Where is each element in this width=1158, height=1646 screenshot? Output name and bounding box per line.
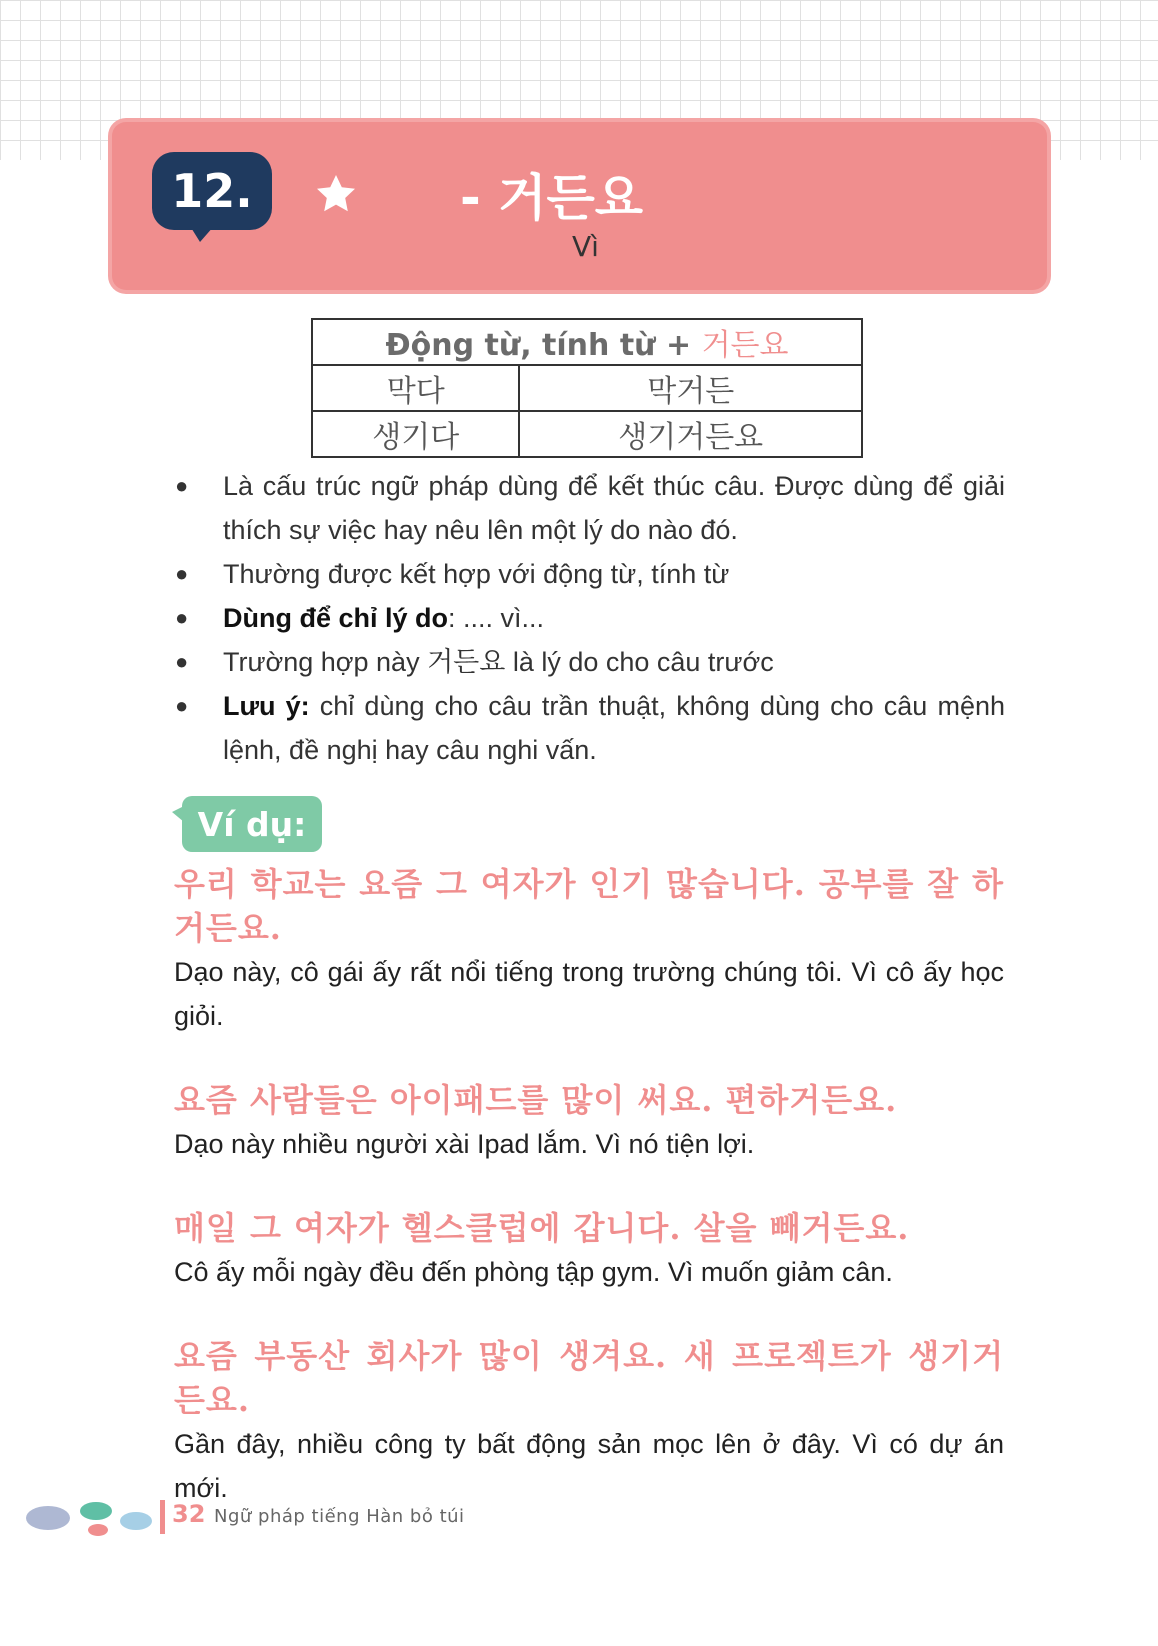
- note-item: [175, 552, 1005, 596]
- example-translation: Dạo này nhiều người xài Ipad lắm. Vì nó tiện lợi.: [174, 1129, 755, 1159]
- bullet-icon: ●: [175, 473, 189, 498]
- footer-divider: [160, 1500, 165, 1534]
- note-item: [175, 640, 1005, 684]
- formula-row: [312, 411, 862, 457]
- lesson-title: - 거든요: [460, 169, 644, 227]
- formula-head-text: Động từ, tính từ +: [385, 328, 702, 363]
- note-text: Trường hợp này 거든요 là lý do cho câu trước: [223, 647, 774, 677]
- example-item: [174, 1078, 1004, 1166]
- example-korean: 매일 그 여자가 헬스클럽에 갑니다. 살을 빼거든요.: [174, 1209, 910, 1247]
- book-title: Ngữ pháp tiếng Hàn bỏ túi: [214, 1506, 465, 1527]
- star-icon: [312, 170, 360, 218]
- formula-row: [312, 365, 862, 411]
- example-korean: 우리 학교는 요즘 그 여자가 인기 많습니다. 공부를 잘 하거든요.: [174, 865, 1004, 947]
- note-bold: Dùng để chỉ lý do: [223, 603, 449, 633]
- example-translation: Gần đây, nhiều công ty bất động sản mọc lên ở đây. Vì có dự án mới.: [174, 1429, 1004, 1503]
- page-footer: [22, 1498, 622, 1538]
- cloud-decoration-icon: [80, 1502, 112, 1520]
- formula-cell-base: 생기다: [312, 411, 519, 457]
- note-item: [175, 464, 1005, 552]
- example-translation: Dạo này, cô gái ấy rất nổi tiếng trong trường chúng tôi. Vì cô ấy học giỏi.: [174, 957, 1004, 1031]
- example-item: [174, 1334, 1004, 1510]
- lesson-subtitle: Vì: [572, 230, 599, 263]
- examples-section: [174, 862, 1004, 1550]
- note-item: [175, 596, 1005, 640]
- bullet-icon: ●: [175, 561, 189, 586]
- examples-label: Ví dụ:: [182, 796, 322, 852]
- lesson-number-badge: 12.: [152, 152, 272, 230]
- note-text: Thường được kết hợp với động từ, tính từ: [223, 559, 730, 589]
- cloud-decoration-icon: [88, 1524, 108, 1536]
- example-item: [174, 1206, 1004, 1294]
- formula-cell-base: 막다: [312, 365, 519, 411]
- page-number: 32: [172, 1500, 206, 1528]
- cloud-decoration-icon: [120, 1512, 152, 1530]
- formula-table: [311, 318, 863, 458]
- note-text: chỉ dùng cho câu trần thuật, không dùng cho câu mệnh lệnh, đề nghị hay câu nghi vấn.: [223, 691, 1005, 765]
- bullet-icon: ●: [175, 693, 189, 718]
- note-text: Là cấu trúc ngữ pháp dùng để kết thúc câu. Được dùng để giải thích sự việc hay nêu lên một lý do nào đó.: [223, 471, 1005, 545]
- example-item: [174, 862, 1004, 1038]
- bullet-icon: ●: [175, 649, 189, 674]
- example-korean: 요즘 부동산 회사가 많이 생겨요. 새 프로젝트가 생기거든요.: [174, 1337, 1004, 1419]
- example-korean: 요즘 사람들은 아이패드를 많이 써요. 편하거든요.: [174, 1081, 898, 1119]
- usage-notes: [175, 464, 1005, 772]
- formula-cell-result: 생기거든요: [519, 411, 862, 457]
- formula-header: [312, 319, 862, 365]
- cloud-decoration-icon: [26, 1506, 70, 1530]
- note-item: [175, 684, 1005, 772]
- example-translation: Cô ấy mỗi ngày đều đến phòng tập gym. Vì muốn giảm cân.: [174, 1257, 893, 1287]
- formula-header-row: [312, 319, 862, 365]
- note-text: : .... vì...: [448, 603, 545, 633]
- note-bold: Lưu ý:: [223, 691, 310, 721]
- formula-cell-result: 막거든: [519, 365, 862, 411]
- formula-head-suffix: 거든요: [701, 328, 789, 363]
- bullet-icon: ●: [175, 605, 189, 630]
- badge-tail: [190, 226, 214, 242]
